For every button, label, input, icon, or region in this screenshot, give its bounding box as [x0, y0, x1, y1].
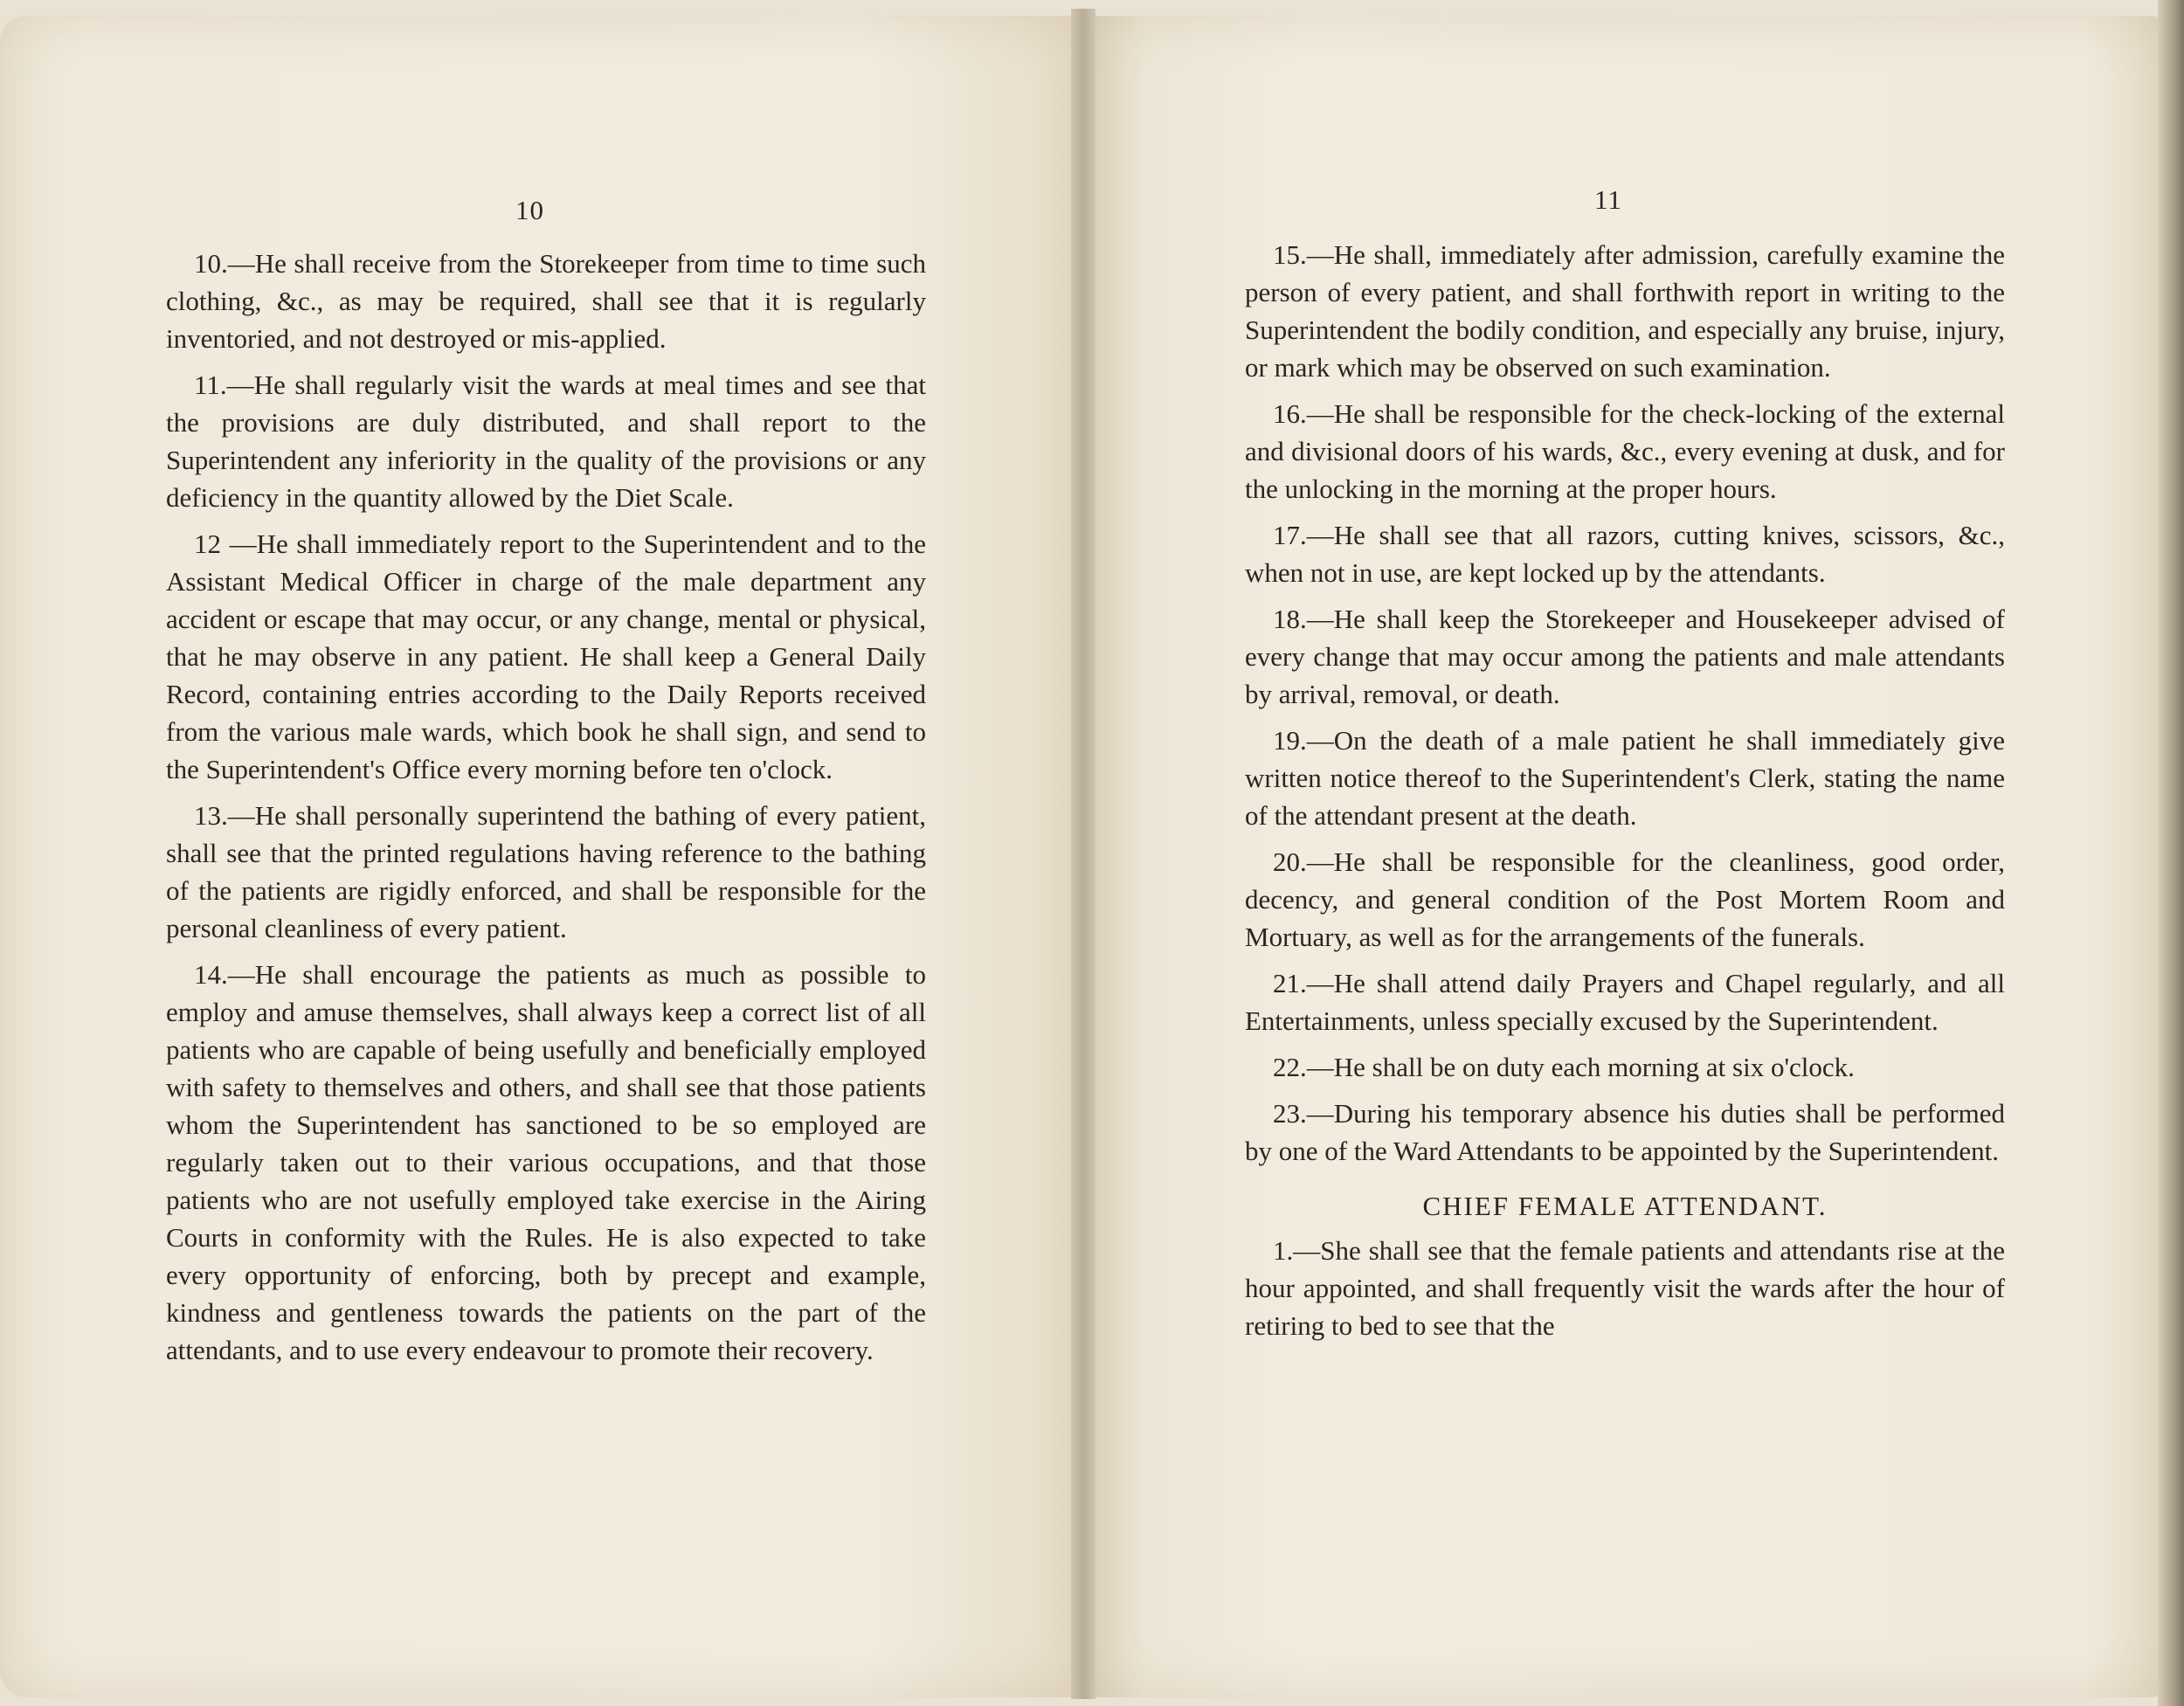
paragraph-15: 15.—He shall, immediately after admission, carefully examine the person of every patient, and shall forthwith report in writing to the Superintendent the bodily condition, and especially any bruise, injury, or mark which may be observed on such examination. [1245, 239, 2005, 383]
paragraph-11: 11.—He shall regularly visit the wards at meal times and see that the provisions are duly distributed, and shall report to the Superintendent any inferiority in the quality of the provisions or any deficiency in the quantity allowed by the Diet Scale. [166, 370, 926, 513]
left-page-text [166, 245, 926, 1378]
paragraph-17: 17.—He shall see that all razors, cutting knives, scissors, &c., when not in use, are kept locked up by the attendants. [1245, 520, 2005, 588]
paragraph-19: 19.—On the death of a male patient he shall immediately give written notice thereof to the Superintendent's Clerk, stating the name of the attendant present at the death. [1245, 725, 2005, 831]
paragraph-10: 10.—He shall receive from the Storekeeper from time to time such clothing, &c., as may be required, shall see that it is regularly inventoried, and not destroyed or mis-applied. [166, 248, 926, 354]
book-edge [2158, 0, 2184, 1706]
paragraph-20: 20.—He shall be responsible for the cleanliness, good order, decency, and general condition of the Post Mortem Room and Mortuary, as well as for the arrangements of the funerals. [1245, 846, 2005, 952]
book-gutter [1071, 9, 1095, 1699]
paragraph-13: 13.—He shall personally superintend the bathing of every patient, shall see that the printed regulations having reference to the bathing of the patients are rigidly enforced, and shall be responsible for the personal cleanliness of every patient. [166, 800, 926, 943]
page-number-left: 10 [515, 195, 544, 225]
right-page-text [1245, 236, 2005, 1353]
paragraph-female-1: 1.—She shall see that the female patients and attendants rise at the hour appointed, and shall frequently visit the wards after the hour of retiring to bed to see that the [1245, 1235, 2005, 1341]
paragraph-21: 21.—He shall attend daily Prayers and Chapel regularly, and all Entertainments, unless specially excused by the Superintendent. [1245, 968, 2005, 1036]
right-page [1083, 16, 2171, 1697]
paragraph-14: 14.—He shall encourage the patients as much as possible to employ and amuse themselves, shall always keep a correct list of all patients who are capable of being usefully and beneficially employed with safety to themselves and others, and shall see that those patients whom the Superintendent has sanctioned to be so employed are regularly taken out to their various occupations, and that those patients who are not usefully employed take exercise in the Airing Courts in conformity with the Rules. He is also expected to take every opportunity of enforcing, both by precept and example, kindness and gentleness towards the patients on the part of the attendants, and to use every endeavour to promote their recovery. [166, 959, 926, 1365]
paragraph-23: 23.—During his temporary absence his duties shall be performed by one of the Ward Attendants to be appointed by the Superintendent. [1245, 1098, 2005, 1166]
left-page [0, 16, 1083, 1697]
section-heading-chief-female-attendant: CHIEF FEMALE ATTENDANT. [1422, 1191, 1828, 1221]
page-number-right: 11 [1594, 184, 1622, 215]
paragraph-22: 22.—He shall be on duty each morning at six o'clock. [1273, 1052, 1855, 1082]
paragraph-12: 12 —He shall immediately report to the Superintendent and to the Assistant Medical Officer in charge of the male department any accident or escape that may occur, or any change, mental or physical, that he may observe in any patient. He shall keep a General Daily Record, containing entries according to the Daily Reports received from the various male wards, which book he shall sign, and send to the Superintendent's Office every morning before ten o'clock. [166, 528, 926, 784]
paragraph-16: 16.—He shall be responsible for the check-locking of the external and divisional doors of his wards, &c., every evening at dusk, and for the unlocking in the morning at the proper hours. [1245, 398, 2005, 504]
paragraph-18: 18.—He shall keep the Storekeeper and Housekeeper advised of every change that may occur among the patients and male attendants by arrival, removal, or death. [1245, 604, 2005, 709]
